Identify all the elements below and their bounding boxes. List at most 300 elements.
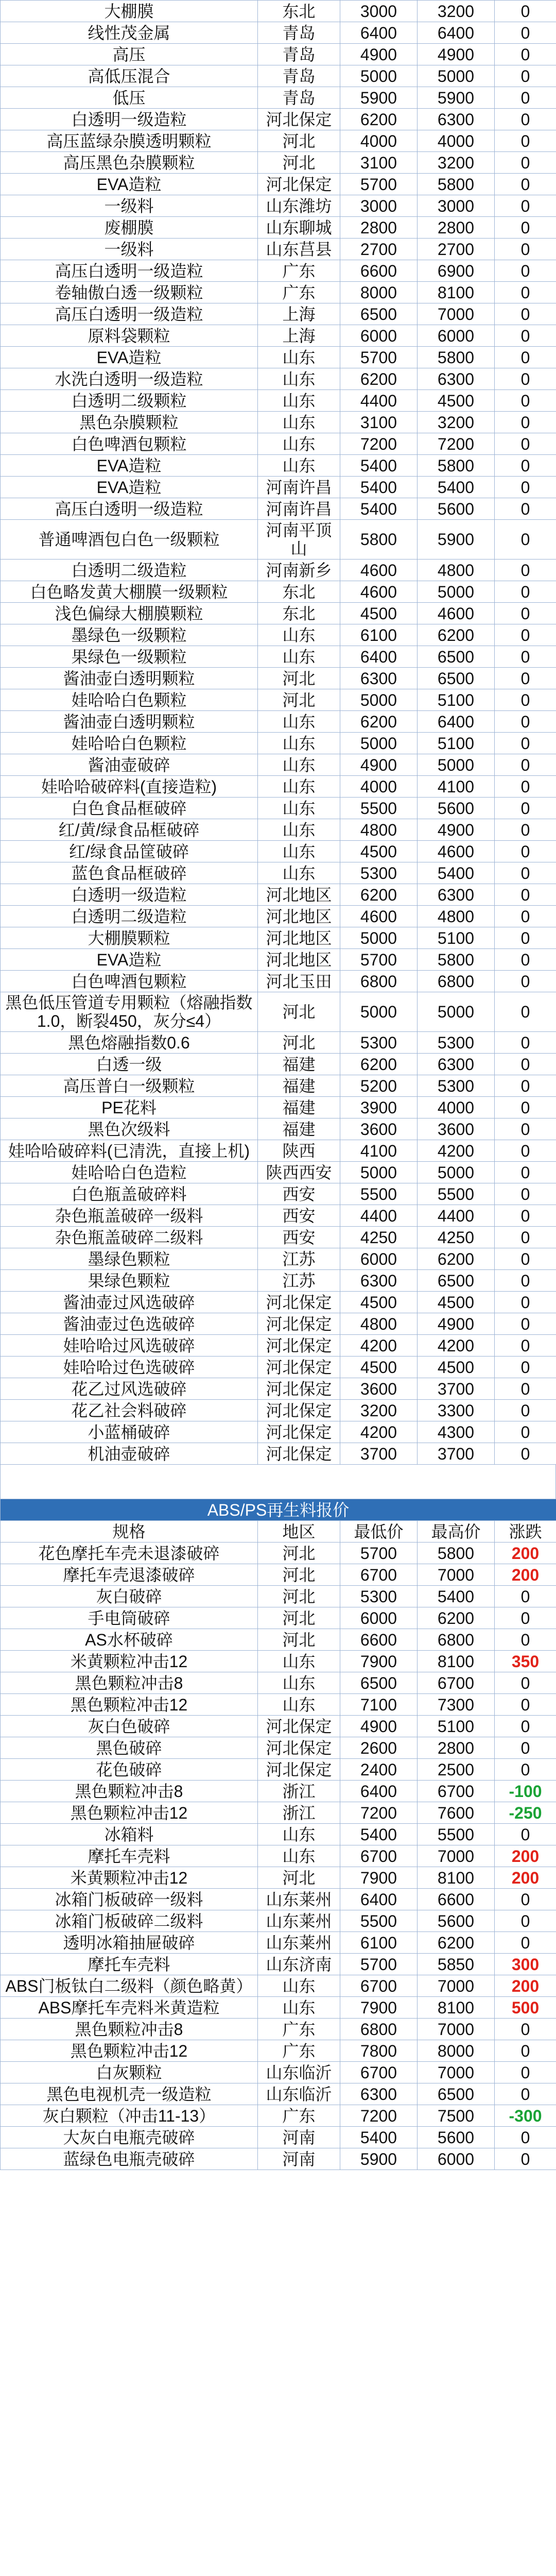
table-row	[1, 1954, 556, 1975]
table-row	[1, 1672, 556, 1694]
table-row	[1, 776, 556, 798]
table-row	[1, 1378, 556, 1400]
cell-min-price: 6300	[340, 1270, 418, 1292]
cell-region: 江苏	[258, 1270, 340, 1292]
cell-min-price: 6800	[340, 971, 418, 992]
cell-min-price: 3700	[340, 1443, 418, 1465]
cell-region: 河南新乡	[258, 560, 340, 581]
cell-min-price: 4500	[340, 841, 418, 862]
cell-max-price: 3200	[418, 152, 495, 174]
cell-min-price: 7900	[340, 1867, 418, 1889]
table-row	[1, 1400, 556, 1421]
cell-spec: 黑色熔融指数0.6	[1, 1032, 258, 1054]
cell-min-price: 6700	[340, 1845, 418, 1867]
cell-spec: 浅色偏绿大棚膜颗粒	[1, 603, 258, 624]
table-row	[1, 1975, 556, 1997]
table-row	[1, 1054, 556, 1075]
cell-spec: PE花料	[1, 1097, 258, 1118]
cell-region: 陕西	[258, 1140, 340, 1162]
cell-change: 0	[495, 1097, 556, 1118]
cell-max-price: 4100	[418, 776, 495, 798]
cell-max-price: 4800	[418, 906, 495, 927]
cell-min-price: 6800	[340, 2019, 418, 2040]
cell-min-price: 3200	[340, 1400, 418, 1421]
cell-region: 山东临沂	[258, 2083, 340, 2105]
cell-max-price: 2500	[418, 1759, 495, 1781]
cell-max-price: 6700	[418, 1672, 495, 1694]
table-row	[1, 1543, 556, 1564]
cell-min-price: 2600	[340, 1737, 418, 1759]
table-row	[1, 109, 556, 130]
cell-spec: 摩托车壳料	[1, 1845, 258, 1867]
cell-change: 0	[495, 1586, 556, 1607]
table-row	[1, 1607, 556, 1629]
cell-max-price: 5100	[418, 733, 495, 754]
cell-max-price: 5000	[418, 992, 495, 1032]
cell-max-price: 2800	[418, 1737, 495, 1759]
cell-spec: 摩托车壳退漆破碎	[1, 1564, 258, 1586]
cell-min-price: 5400	[340, 477, 418, 498]
cell-max-price: 6900	[418, 260, 495, 282]
table-row	[1, 1629, 556, 1651]
cell-change: 0	[495, 971, 556, 992]
cell-change: 0	[495, 455, 556, 477]
cell-region: 河北保定	[258, 1357, 340, 1378]
cell-spec: 酱油壶白透明颗粒	[1, 711, 258, 733]
cell-region: 河北地区	[258, 884, 340, 906]
cell-min-price: 6000	[340, 325, 418, 347]
cell-spec: 白透明一级造粒	[1, 884, 258, 906]
cell-min-price: 4400	[340, 1205, 418, 1227]
cell-max-price: 5500	[418, 1183, 495, 1205]
cell-spec: 白透明二级颗粒	[1, 390, 258, 412]
cell-max-price: 6500	[418, 646, 495, 668]
cell-min-price: 4100	[340, 1140, 418, 1162]
table-row	[1, 992, 556, 1032]
table-row	[1, 1162, 556, 1183]
cell-change: 0	[495, 109, 556, 130]
cell-spec: 米黄颗粒冲击12	[1, 1651, 258, 1672]
cell-spec: 水洗白透明一级造粒	[1, 368, 258, 390]
cell-min-price: 3900	[340, 1097, 418, 1118]
cell-min-price: 5900	[340, 2148, 418, 2170]
cell-change: 0	[495, 1378, 556, 1400]
cell-region: 山东莱州	[258, 1910, 340, 1932]
cell-region: 河北	[258, 1586, 340, 1607]
cell-max-price: 6700	[418, 1781, 495, 1802]
table-row	[1, 2040, 556, 2062]
cell-max-price: 5900	[418, 520, 495, 560]
cell-spec: 黑色颗粒冲击8	[1, 1781, 258, 1802]
cell-max-price: 4200	[418, 1335, 495, 1357]
table-row	[1, 1, 556, 22]
cell-min-price: 4800	[340, 819, 418, 841]
cell-spec: 娃哈哈破碎料(直接造粒)	[1, 776, 258, 798]
cell-max-price: 5600	[418, 798, 495, 819]
cell-change: 0	[495, 819, 556, 841]
cell-change: 0	[495, 1313, 556, 1335]
table-row	[1, 239, 556, 260]
cell-max-price: 4800	[418, 560, 495, 581]
cell-change: 0	[495, 65, 556, 87]
cell-spec: 黑色颗粒冲击8	[1, 2019, 258, 2040]
cell-min-price: 4250	[340, 1227, 418, 1248]
cell-spec: 低压	[1, 87, 258, 109]
cell-change: 0	[495, 1075, 556, 1097]
cell-change: 0	[495, 754, 556, 776]
cell-spec: 白透明一级造粒	[1, 109, 258, 130]
cell-region: 青岛	[258, 65, 340, 87]
table-row	[1, 1118, 556, 1140]
cell-min-price: 4500	[340, 603, 418, 624]
cell-change: 0	[495, 1335, 556, 1357]
cell-max-price: 5100	[418, 689, 495, 711]
cell-change: 0	[495, 520, 556, 560]
cell-change: 0	[495, 711, 556, 733]
cell-region: 山东莱州	[258, 1889, 340, 1910]
cell-region: 河北保定	[258, 1378, 340, 1400]
cell-min-price: 6600	[340, 260, 418, 282]
cell-region: 河北保定	[258, 1443, 340, 1465]
cell-min-price: 5000	[340, 689, 418, 711]
cell-change: 0	[495, 668, 556, 689]
cell-region: 山东	[258, 455, 340, 477]
table-row	[1, 1443, 556, 1465]
cell-spec: 原料袋颗粒	[1, 325, 258, 347]
table-row	[1, 1227, 556, 1248]
cell-region: 广东	[258, 2040, 340, 2062]
table-row	[1, 1694, 556, 1716]
cell-max-price: 4200	[418, 1140, 495, 1162]
cell-min-price: 7800	[340, 2040, 418, 2062]
cell-region: 河北	[258, 1564, 340, 1586]
table-row	[1, 2062, 556, 2083]
cell-min-price: 6000	[340, 1248, 418, 1270]
table-row	[1, 711, 556, 733]
cell-min-price: 7200	[340, 433, 418, 455]
table-row	[1, 971, 556, 992]
table-row	[1, 1845, 556, 1867]
cell-max-price: 2800	[418, 217, 495, 239]
table-row	[1, 130, 556, 152]
table-row	[1, 1183, 556, 1205]
cell-min-price: 3000	[340, 1, 418, 22]
cell-max-price: 3700	[418, 1378, 495, 1400]
cell-min-price: 4900	[340, 1716, 418, 1737]
cell-max-price: 4250	[418, 1227, 495, 1248]
cell-change: 0	[495, 906, 556, 927]
cell-spec: 墨绿色颗粒	[1, 1248, 258, 1270]
cell-max-price: 5400	[418, 862, 495, 884]
cell-min-price: 5700	[340, 347, 418, 368]
cell-spec: 娃哈哈白色颗粒	[1, 733, 258, 754]
cell-change: 0	[495, 841, 556, 862]
table-row	[1, 477, 556, 498]
cell-spec: 黑色颗粒冲击12	[1, 1694, 258, 1716]
cell-max-price: 4900	[418, 1313, 495, 1335]
table-row	[1, 303, 556, 325]
header-max-price: 最高价	[418, 1521, 495, 1543]
cell-region: 河北	[258, 668, 340, 689]
cell-max-price: 5800	[418, 174, 495, 195]
table-row	[1, 819, 556, 841]
cell-min-price: 5200	[340, 1075, 418, 1097]
cell-max-price: 6800	[418, 1629, 495, 1651]
cell-min-price: 5400	[340, 2127, 418, 2148]
cell-region: 河北保定	[258, 174, 340, 195]
cell-region: 河北	[258, 1032, 340, 1054]
cell-change: 0	[495, 1248, 556, 1270]
cell-change: 0	[495, 1910, 556, 1932]
cell-change: 500	[495, 1997, 556, 2019]
cell-change: 0	[495, 2040, 556, 2062]
cell-spec: 白灰颗粒	[1, 2062, 258, 2083]
cell-max-price: 8100	[418, 1997, 495, 2019]
table-row	[1, 2127, 556, 2148]
cell-max-price: 4500	[418, 1292, 495, 1313]
cell-region: 山东莱州	[258, 1932, 340, 1954]
cell-min-price: 3600	[340, 1378, 418, 1400]
cell-region: 山东潍坊	[258, 195, 340, 217]
cell-region: 福建	[258, 1075, 340, 1097]
cell-spec: 灰白颗粒（冲击11-13）	[1, 2105, 258, 2127]
cell-max-price: 4500	[418, 1357, 495, 1378]
cell-region: 山东	[258, 862, 340, 884]
cell-min-price: 5800	[340, 520, 418, 560]
cell-spec: 花乙过风选破碎	[1, 1378, 258, 1400]
cell-min-price: 5300	[340, 1586, 418, 1607]
table-row	[1, 1292, 556, 1313]
cell-min-price: 7100	[340, 1694, 418, 1716]
cell-spec: 红/黄/绿食品框破碎	[1, 819, 258, 841]
cell-max-price: 4400	[418, 1205, 495, 1227]
table-row	[1, 1781, 556, 1802]
cell-spec: 白色瓶盖破碎料	[1, 1183, 258, 1205]
cell-max-price: 7000	[418, 1975, 495, 1997]
cell-region: 河北保定	[258, 1716, 340, 1737]
table-header-row	[1, 1521, 556, 1543]
table-row	[1, 1651, 556, 1672]
cell-region: 河北保定	[258, 1292, 340, 1313]
table-row	[1, 1910, 556, 1932]
cell-min-price: 5700	[340, 1954, 418, 1975]
cell-min-price: 5700	[340, 1543, 418, 1564]
cell-spec: 高压黑色杂膜颗粒	[1, 152, 258, 174]
cell-change: 0	[495, 1054, 556, 1075]
cell-max-price: 6600	[418, 1889, 495, 1910]
cell-min-price: 7900	[340, 1651, 418, 1672]
cell-max-price: 3200	[418, 1, 495, 22]
cell-change: 0	[495, 2127, 556, 2148]
cell-min-price: 4600	[340, 560, 418, 581]
cell-min-price: 5000	[340, 733, 418, 754]
cell-spec: 黑色颗粒冲击12	[1, 2040, 258, 2062]
header-spec: 规格	[1, 1521, 258, 1543]
cell-change: 0	[495, 1889, 556, 1910]
cell-min-price: 4200	[340, 1335, 418, 1357]
cell-max-price: 8000	[418, 2040, 495, 2062]
cell-spec: 高压普白一级颗粒	[1, 1075, 258, 1097]
cell-min-price: 6200	[340, 368, 418, 390]
cell-spec: 白色啤酒包颗粒	[1, 971, 258, 992]
cell-region: 河北	[258, 1543, 340, 1564]
cell-spec: 大灰白电瓶壳破碎	[1, 2127, 258, 2148]
cell-change: 0	[495, 1737, 556, 1759]
table-row	[1, 2148, 556, 2170]
cell-max-price: 5100	[418, 927, 495, 949]
cell-region: 河北	[258, 992, 340, 1032]
cell-region: 青岛	[258, 22, 340, 44]
cell-min-price: 7200	[340, 2105, 418, 2127]
cell-spec: 酱油壶过色选破碎	[1, 1313, 258, 1335]
cell-min-price: 5300	[340, 1032, 418, 1054]
cell-change: 0	[495, 733, 556, 754]
cell-max-price: 8100	[418, 1867, 495, 1889]
cell-region: 山东	[258, 776, 340, 798]
cell-region: 河南平顶山	[258, 520, 340, 560]
cell-min-price: 6000	[340, 1607, 418, 1629]
cell-change: 0	[495, 2148, 556, 2170]
cell-min-price: 4000	[340, 130, 418, 152]
cell-min-price: 2400	[340, 1759, 418, 1781]
cell-min-price: 6200	[340, 1054, 418, 1075]
cell-region: 山东莒县	[258, 239, 340, 260]
cell-region: 河北保定	[258, 1335, 340, 1357]
cell-change: 0	[495, 260, 556, 282]
cell-max-price: 7300	[418, 1694, 495, 1716]
cell-spec: 白透明二级造粒	[1, 906, 258, 927]
cell-min-price: 6200	[340, 884, 418, 906]
cell-spec: 黑色次级料	[1, 1118, 258, 1140]
cell-spec: 酱油壶破碎	[1, 754, 258, 776]
cell-spec: 杂色瓶盖破碎二级料	[1, 1227, 258, 1248]
cell-region: 山东济南	[258, 1954, 340, 1975]
cell-change: 0	[495, 1205, 556, 1227]
cell-max-price: 6000	[418, 2148, 495, 2170]
cell-min-price: 2700	[340, 239, 418, 260]
cell-change: 0	[495, 1, 556, 22]
cell-max-price: 5800	[418, 455, 495, 477]
cell-min-price: 5500	[340, 798, 418, 819]
cell-change: 0	[495, 412, 556, 433]
cell-spec: 酱油壶白透明颗粒	[1, 668, 258, 689]
cell-spec: EVA造粒	[1, 477, 258, 498]
cell-region: 山东	[258, 1651, 340, 1672]
table-row	[1, 498, 556, 520]
table-row	[1, 1421, 556, 1443]
cell-max-price: 2700	[418, 239, 495, 260]
table-row	[1, 906, 556, 927]
cell-spec: 普通啤酒包白色一级颗粒	[1, 520, 258, 560]
cell-min-price: 3600	[340, 1118, 418, 1140]
cell-change: 0	[495, 1118, 556, 1140]
cell-min-price: 5400	[340, 1824, 418, 1845]
table-row	[1, 433, 556, 455]
cell-min-price: 5700	[340, 949, 418, 971]
table-row	[1, 152, 556, 174]
cell-region: 山东	[258, 711, 340, 733]
cell-max-price: 4000	[418, 1097, 495, 1118]
cell-min-price: 4600	[340, 581, 418, 603]
cell-change: 0	[495, 1032, 556, 1054]
table-row	[1, 581, 556, 603]
cell-change: 0	[495, 1162, 556, 1183]
cell-max-price: 6300	[418, 884, 495, 906]
cell-min-price: 5700	[340, 174, 418, 195]
cell-min-price: 5300	[340, 862, 418, 884]
abs-ps-price-table	[0, 1499, 556, 2170]
cell-change: 0	[495, 2083, 556, 2105]
cell-spec: 透明冰箱抽屉破碎	[1, 1932, 258, 1954]
cell-change: 0	[495, 862, 556, 884]
cell-region: 山东	[258, 412, 340, 433]
cell-spec: 蓝色食品框破碎	[1, 862, 258, 884]
cell-region: 广东	[258, 2105, 340, 2127]
cell-region: 青岛	[258, 44, 340, 65]
cell-spec: EVA造粒	[1, 347, 258, 368]
cell-change: 0	[495, 1140, 556, 1162]
cell-spec: 白色略发黄大棚膜一级颗粒	[1, 581, 258, 603]
cell-change: 0	[495, 1759, 556, 1781]
cell-spec: 大棚膜	[1, 1, 258, 22]
cell-spec: 灰白破碎	[1, 1586, 258, 1607]
table-row	[1, 520, 556, 560]
table-row	[1, 1759, 556, 1781]
cell-min-price: 8000	[340, 282, 418, 303]
table-row	[1, 798, 556, 819]
cell-max-price: 3000	[418, 195, 495, 217]
cell-max-price: 4900	[418, 44, 495, 65]
cell-spec: 高低压混合	[1, 65, 258, 87]
cell-max-price: 5300	[418, 1032, 495, 1054]
cell-spec: 大棚膜颗粒	[1, 927, 258, 949]
cell-change: 0	[495, 477, 556, 498]
cell-min-price: 6700	[340, 1564, 418, 1586]
cell-spec: 白透明二级造粒	[1, 560, 258, 581]
cell-min-price: 6300	[340, 2083, 418, 2105]
cell-min-price: 5400	[340, 455, 418, 477]
cell-max-price: 4600	[418, 603, 495, 624]
cell-max-price: 8100	[418, 1651, 495, 1672]
cell-max-price: 8100	[418, 282, 495, 303]
cell-change: 0	[495, 798, 556, 819]
cell-region: 江苏	[258, 1248, 340, 1270]
cell-change: 0	[495, 1357, 556, 1378]
cell-spec: 红/绿食品筐破碎	[1, 841, 258, 862]
cell-max-price: 5400	[418, 477, 495, 498]
header-change: 涨跌	[495, 1521, 556, 1543]
table-row	[1, 217, 556, 239]
table-row	[1, 603, 556, 624]
cell-change: 0	[495, 22, 556, 44]
cell-min-price: 4900	[340, 754, 418, 776]
table-row	[1, 347, 556, 368]
cell-spec: 娃哈哈白色颗粒	[1, 689, 258, 711]
cell-region: 河北	[258, 152, 340, 174]
table-row	[1, 884, 556, 906]
section-gap	[0, 1465, 556, 1499]
cell-max-price: 5100	[418, 1716, 495, 1737]
cell-region: 河北地区	[258, 906, 340, 927]
table-row	[1, 689, 556, 711]
cell-region: 东北	[258, 603, 340, 624]
cell-min-price: 5400	[340, 498, 418, 520]
table-row	[1, 560, 556, 581]
table-row	[1, 1140, 556, 1162]
table-row	[1, 1205, 556, 1227]
cell-change: 0	[495, 646, 556, 668]
cell-max-price: 5800	[418, 347, 495, 368]
